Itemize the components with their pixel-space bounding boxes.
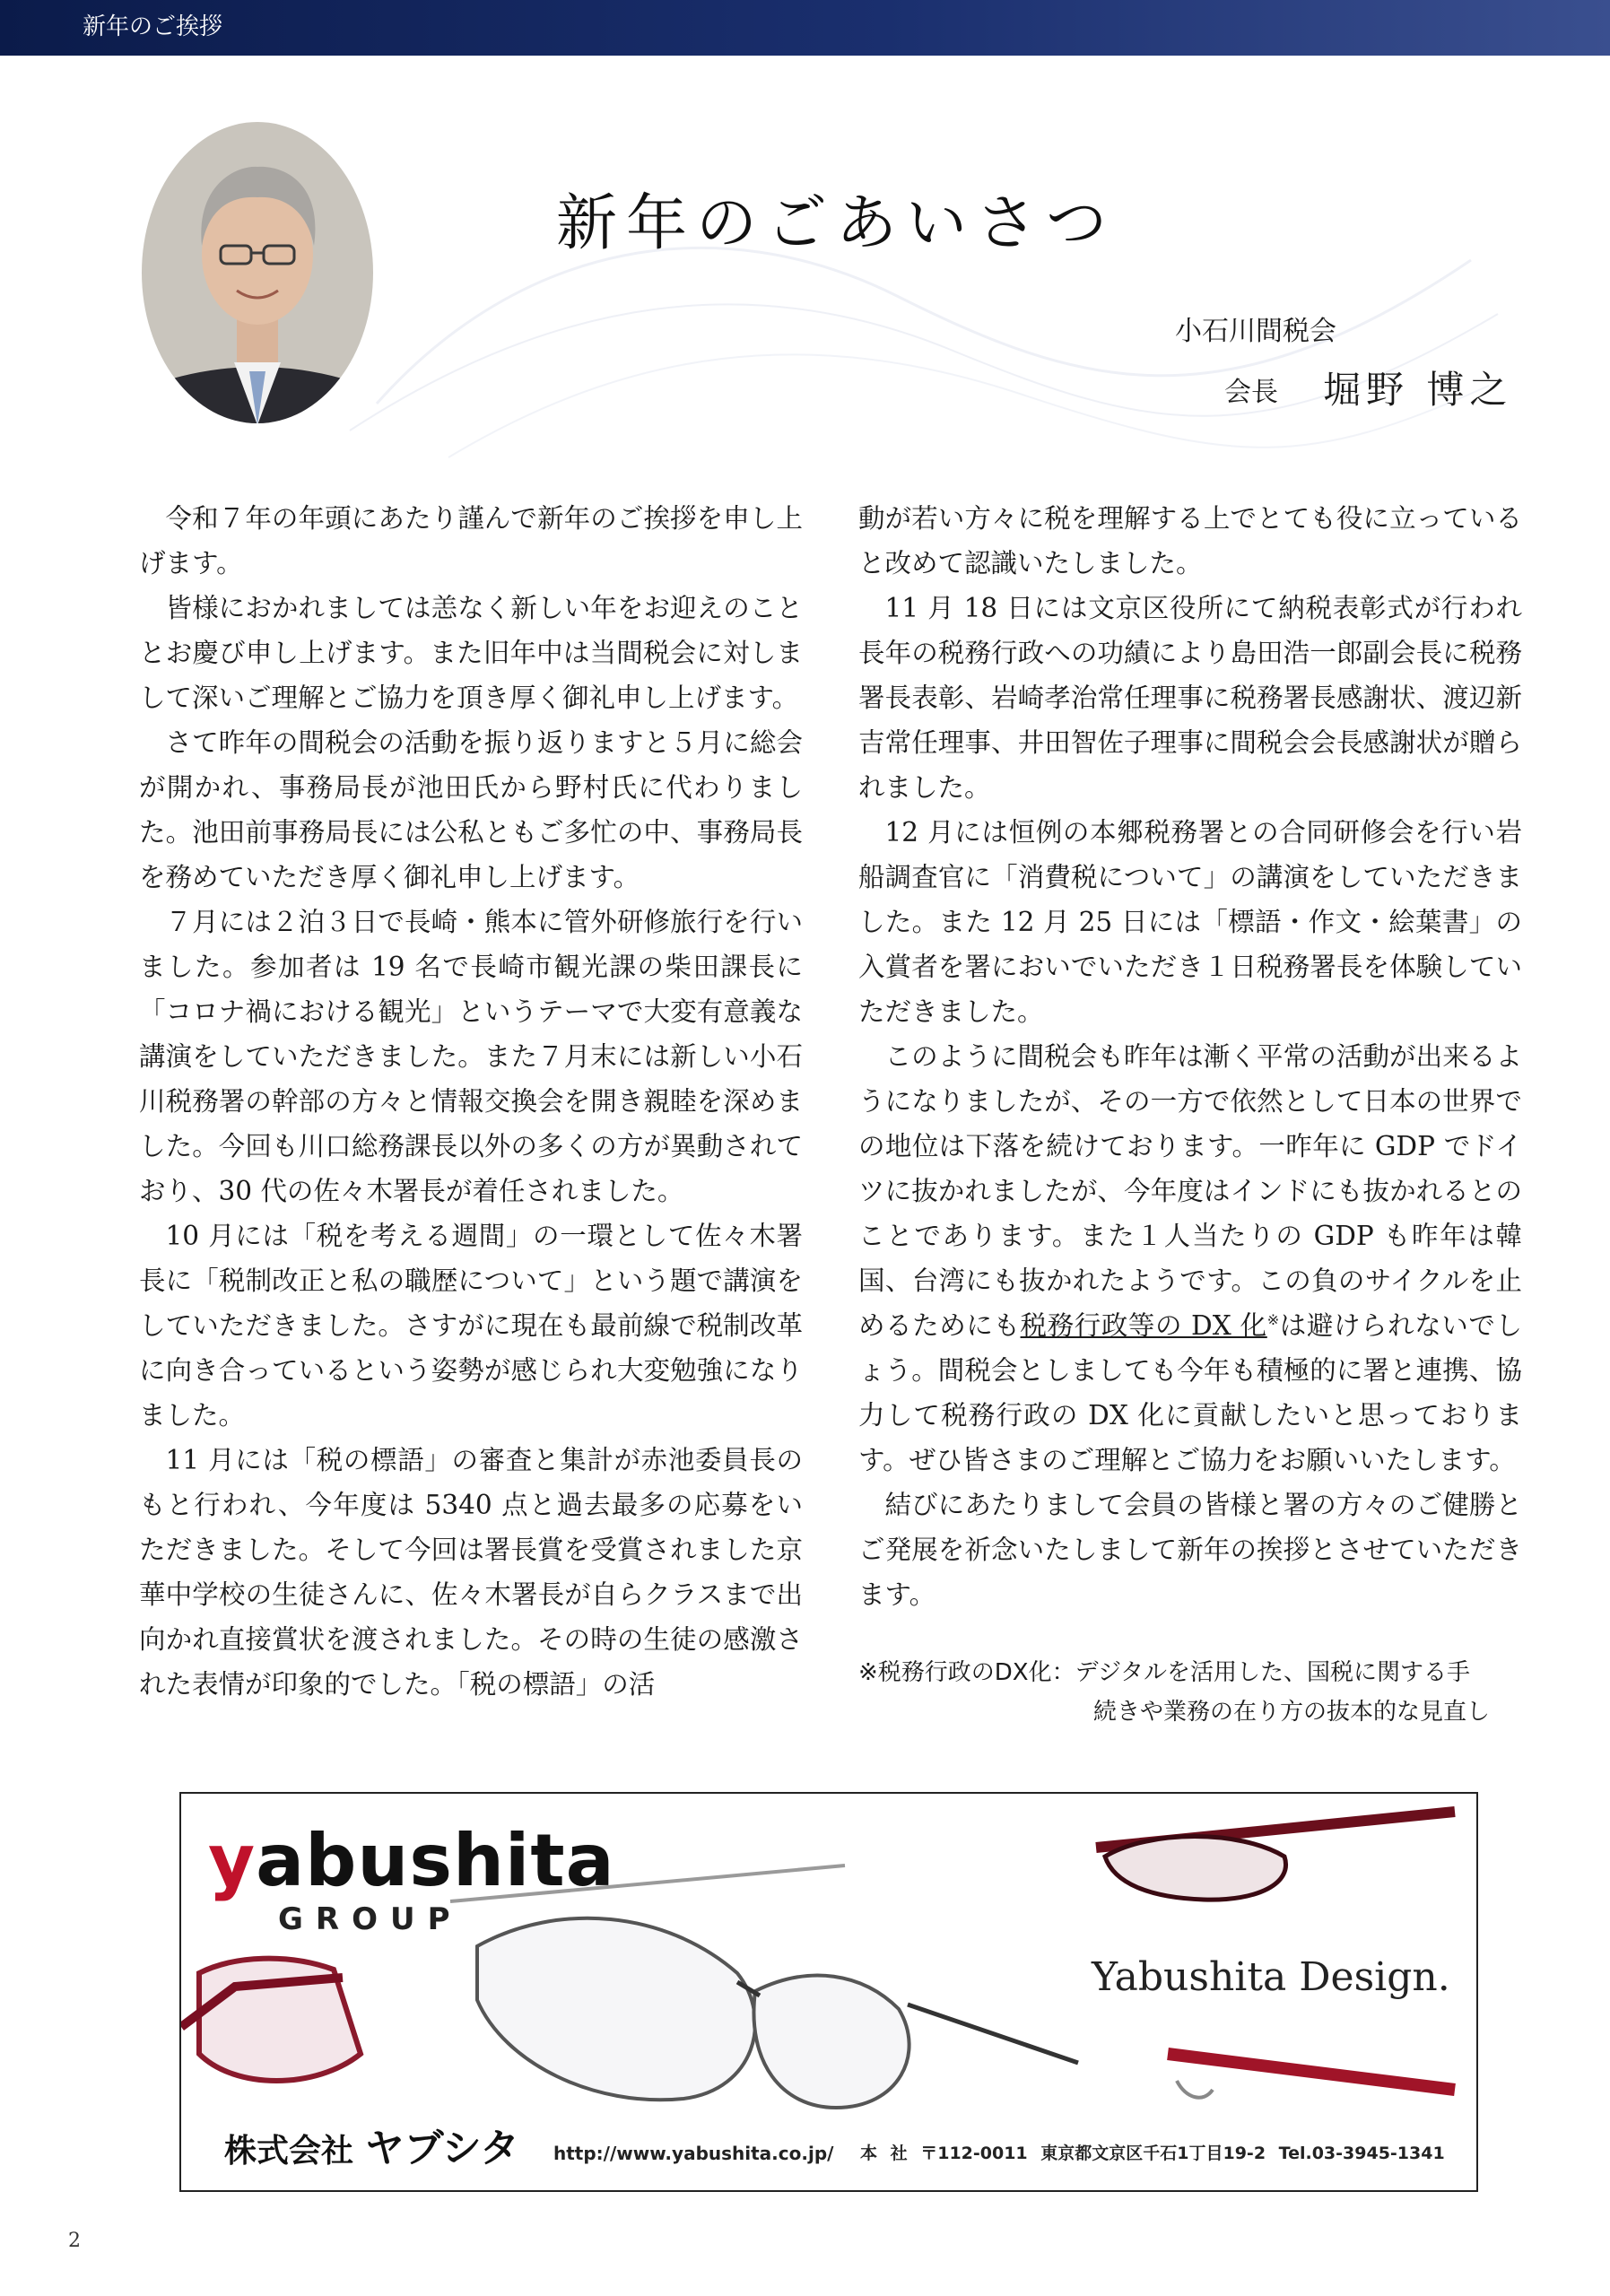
article-title: 新年のごあいさつ	[556, 188, 1117, 259]
paragraph: 令和７年の年頭にあたり謹んで新年のご挨拶を申し上げます。	[139, 503, 803, 578]
article-column-left	[139, 496, 803, 1707]
paragraph: 10 月には「税を考える週間」の一環として佐々木署長に「税制改正と私の職歴について」という題で講演をしていただきました。さすがに現在も最前線で税制改革に向き合っているという姿勢が感じられ大変勉強になりました。	[139, 1221, 803, 1431]
company-prefix: 株式会社	[224, 2133, 354, 2170]
author-name: 堀野 博之	[1323, 368, 1513, 412]
dx-text-before: このように間税会も昨年は漸く平常の活動が出来るようになりましたが、その一方で依然として日本の世界での地位は下落を続けております。一昨年に GDP でドイツに抜かれましたが、今年度はインドにも抜かれるとのことであります。また１人当たりの GDP も昨年は韓国、台湾にも抜かれたようです。この負のサイクルを止めるためにも	[858, 1041, 1522, 1341]
paragraph: ７月には２泊３日で長崎・熊本に管外研修旅行を行いました。参加者は 19 名で長崎市観光課の柴田課長に「コロナ禍における観光」というテーマで大変有意義な講演をしていただきました。また７月末には新しい小石川税務署の幹部の方々と情報交換会を開き親睦を深めました。今回も川口総務課長以外の多くの方が異動されており、30 代の佐々木署長が着任されました。	[139, 907, 803, 1206]
author-role: 会長	[1224, 377, 1278, 408]
company-url[interactable]: http://www.yabushita.co.jp/	[553, 2143, 834, 2164]
article-column-right	[858, 496, 1522, 1617]
paragraph: 皆様におかれましては恙なく新しい年をお迎えのこととお慶び申し上げます。また旧年中は当間税会に対しまして深いご理解とご協力を頂き厚く御礼申し上げます。	[139, 593, 803, 713]
paragraph-dx	[858, 1034, 1522, 1483]
design-tagline: Yabushita Design.	[1092, 1954, 1450, 2000]
footnote-line: 続きや業務の在り方の抜本的な見直し	[1093, 1699, 1491, 1726]
logo-letter-y: y	[208, 1819, 257, 1902]
dx-text-after: は避けられないでしょう。間税会としましても今年も積極的に署と連携、協力して税務行政の DX 化に貢献したいと思っております。ぜひ皆さまのご理解とご協力をお願いいたします。	[858, 1310, 1522, 1475]
footnote-line: ※税務行政のDX化：デジタルを活用した、国税に関する手	[858, 1659, 1471, 1686]
logo-wordmark: abushita	[256, 1819, 615, 1902]
author-organization: 小石川間税会	[1175, 316, 1336, 347]
paragraph: 11 月 18 日には文京区役所にて納税表彰式が行われ長年の税務行政への功績により島田浩一郎副会長に税務署長表彰、岩崎孝治常任理事に税務署長感謝状、渡辺新吉常任理事、井田智佐子理事に間税会会長感謝状が贈られました。	[858, 593, 1522, 803]
company-name-kana: ヤブシタ	[364, 2126, 520, 2171]
dx-underlined-term: 税務行政等の DX 化	[1020, 1310, 1267, 1341]
advertisement-banner[interactable]	[179, 1792, 1478, 2192]
footnote-mark: ※	[1266, 1311, 1280, 1329]
paragraph: 11 月には「税の標語」の審査と集計が赤池委員長のもと行われ、今年度は 5340 点と過去最多の応募をいただきました。そして今回は署長賞を受賞されました京華中学校の生徒さんに、佐々木署長が自らクラスまで出向かれ直接賞状を渡されました。その時の生徒の感激された表情が印象的でした。「税の標語」の活	[139, 1445, 803, 1700]
header-band	[0, 0, 1610, 56]
closing-paragraph: 結びにあたりまして会員の皆様と署の方々のご健勝とご発展を祈念いたしまして新年の挨拶とさせていただきます。	[858, 1490, 1522, 1610]
company-name	[224, 2124, 519, 2174]
paragraph-continuation: 動が若い方々に税を理解する上でとても役に立っていると改めて認識いたしました。	[858, 503, 1522, 578]
company-address: 本 社 〒112-0011 東京都文京区千石1丁目19-2 Tel.03-3945-1341	[860, 2144, 1445, 2163]
author-portrait	[140, 120, 375, 425]
footnote	[858, 1653, 1522, 1732]
section-label: 新年のご挨拶	[83, 13, 223, 40]
paragraph: 12 月には恒例の本郷税務署との合同研修会を行い岩船調査官に「消費税について」の講演をしていただきました。また 12 月 25 日には「標語・作文・絵葉書」の入賞者を署においでいただき１日税務署長を体験していただきました。	[858, 817, 1522, 1027]
page-number: 2	[68, 2230, 81, 2252]
yabushita-logo	[208, 1821, 615, 1901]
paragraph: さて昨年の間税会の活動を振り返りますと５月に総会が開かれ、事務局長が池田氏から野村氏に代わりました。池田前事務局長には公私ともご多忙の中、事務局長を務めていただき厚く御礼申し上げます。	[139, 727, 803, 892]
logo-group-label: GROUP	[278, 1901, 463, 1937]
